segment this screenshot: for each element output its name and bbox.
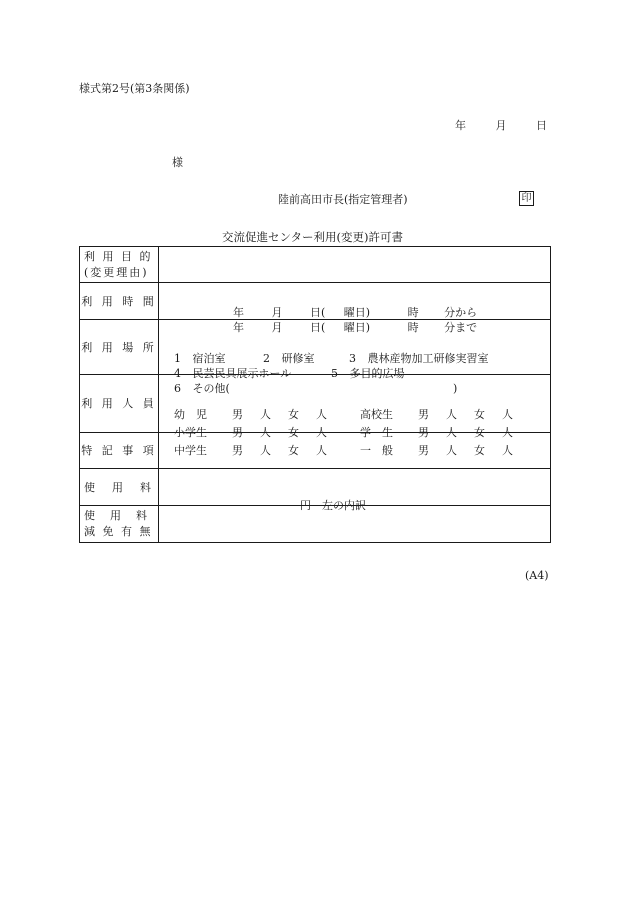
issuer-name: 陸前高田市長(指定管理者)	[278, 193, 408, 206]
label-exemption: 使 用 料 減 免 有 無	[80, 506, 159, 543]
form-number: 様式第2号(第3条関係)	[79, 82, 190, 95]
row-users	[80, 375, 551, 433]
row-time	[80, 283, 551, 320]
permit-table	[79, 246, 551, 543]
addressee-suffix: 様	[172, 156, 183, 169]
label-notes: 特 記 事 項	[80, 433, 159, 469]
row-fee	[80, 469, 551, 506]
users-row-general: 一 般 男 人 女 人	[360, 443, 513, 457]
date-month: 月	[495, 119, 507, 132]
time-to: 年 月 日( 曜日) 時 分まで	[233, 321, 478, 334]
place-option-2[interactable]: 2 研修室	[263, 352, 315, 365]
users-row-student: 学 生 男 人 女 人	[360, 425, 513, 439]
label-users: 利 用 人 員	[80, 375, 159, 433]
seal-stamp: 印	[519, 191, 534, 206]
row-purpose	[80, 247, 551, 283]
time-from: 年 月 日( 曜日) 時 分から	[233, 306, 478, 319]
place-option-6[interactable]: 6 その他(	[174, 382, 230, 395]
label-purpose: 利 用 目 的 (変更理由)	[80, 247, 159, 283]
date-day: 日	[536, 119, 547, 132]
fee-field	[159, 469, 551, 512]
users-row-high-school: 高校生 男 人 女 人	[360, 407, 513, 421]
row-exemption	[80, 506, 551, 543]
place-option-4[interactable]: 4 民芸民具展示ホール	[174, 367, 292, 380]
fee-breakdown-label: 左の内訳	[322, 499, 366, 512]
issue-date	[455, 120, 547, 131]
place-option-1[interactable]: 1 宿泊室	[174, 352, 226, 365]
label-time: 利 用 時 間	[80, 283, 159, 320]
purpose-field[interactable]	[159, 247, 551, 283]
time-field[interactable]	[159, 283, 551, 334]
label-fee: 使 用 料	[80, 469, 159, 506]
users-row-elementary: 小学生 男 人 女 人	[174, 425, 327, 439]
users-row-infant: 幼 児 男 人 女 人	[174, 407, 327, 421]
label-place: 利 用 場 所	[80, 320, 159, 375]
paper-size-label: (A4)	[525, 569, 549, 582]
users-row-junior-high: 中学生 男 人 女 人	[174, 443, 327, 457]
fee-currency: 円	[300, 499, 311, 512]
document-title: 交流促進センター利用(変更)許可書	[222, 230, 404, 244]
date-year: 年	[455, 119, 466, 132]
place-option-5[interactable]: 5 多目的広場	[331, 367, 405, 380]
place-other-close: )	[453, 382, 458, 395]
place-option-3[interactable]: 3 農林産物加工研修実習室	[349, 352, 489, 365]
